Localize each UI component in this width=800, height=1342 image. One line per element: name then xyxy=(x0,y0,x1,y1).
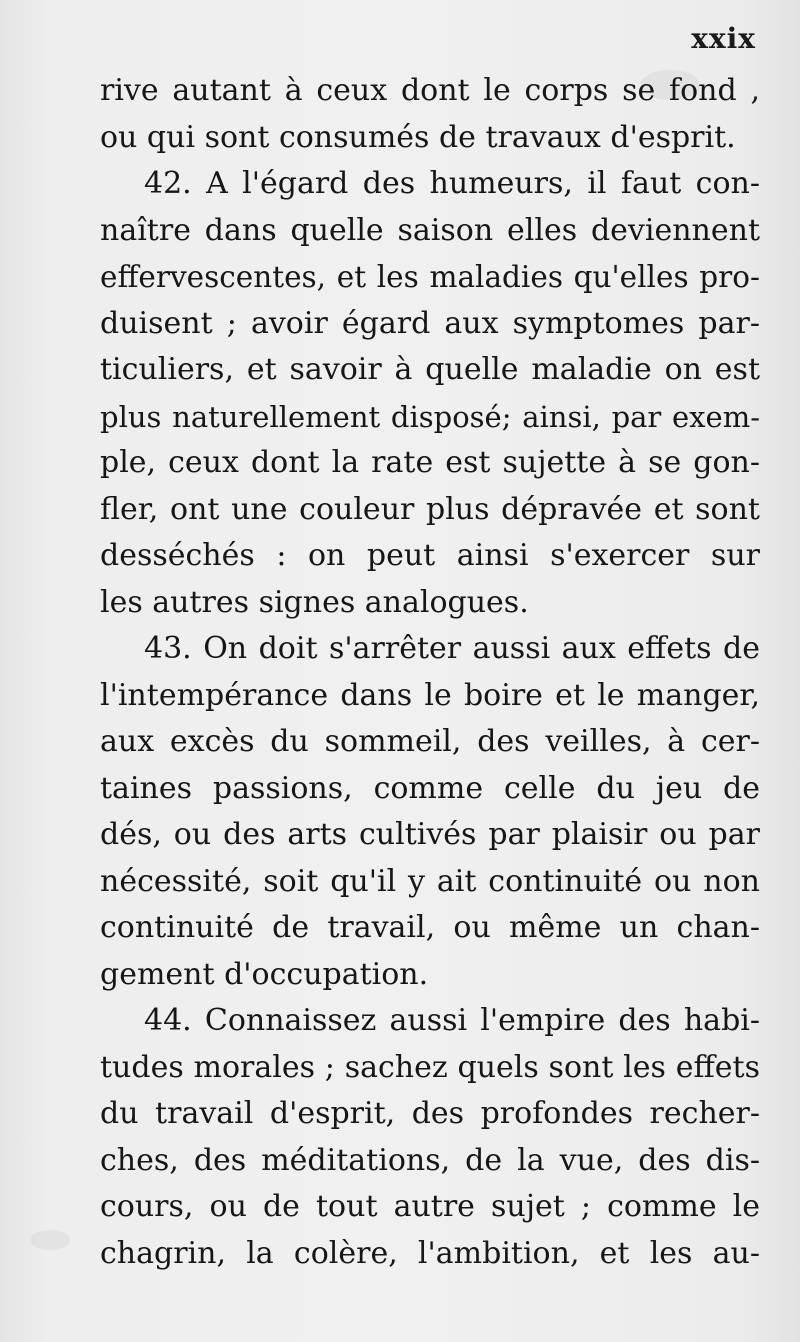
text-line: aux excès du sommeil, des veilles, à cer- xyxy=(100,724,760,759)
text-line: plus naturellement disposé; ainsi, par exem- xyxy=(100,399,760,434)
text-line: taines passions, comme celle du jeu de xyxy=(100,770,760,806)
text-line: ches, des méditations, de la vue, des dis- xyxy=(100,1142,760,1178)
text-line: ple, ceux dont la rate est sujette à se gon- xyxy=(100,445,760,480)
text-line: desséchés : on peut ainsi s'exercer sur xyxy=(100,538,760,573)
text-line: continuité de travail, ou même un chan- xyxy=(100,910,760,945)
paragraph-43-start: 43. On doit s'arrêter aussi aux effets de xyxy=(144,631,760,666)
paragraph-42-start: 42. A l'égard des humeurs, il faut con- xyxy=(144,166,760,201)
text-line: dés, ou des arts cultivés par plaisir ou par xyxy=(100,817,760,852)
text-line: du travail d'esprit, des profondes recher- xyxy=(100,1096,760,1131)
body-text xyxy=(100,68,760,1277)
text-line: naître dans quelle saison elles deviennent xyxy=(100,212,760,248)
text-line: nécessité, soit qu'il y ait continuité ou non xyxy=(100,863,760,899)
paragraph-44-start: 44. Connaissez aussi l'empire des habi- xyxy=(144,1003,760,1038)
text-line: duisent ; avoir égard aux symptomes par- xyxy=(100,305,760,341)
text-line: fler, ont une couleur plus dépravée et sont xyxy=(100,491,760,527)
text-line: les autres signes analogues. xyxy=(100,584,529,620)
text-line: chagrin, la colère, l'ambition, et les au- xyxy=(100,1235,760,1271)
text-line: ticuliers, et savoir à quelle maladie on est xyxy=(100,352,760,387)
text-line: gement d'occupation. xyxy=(100,956,429,992)
page-number: xxix xyxy=(691,22,756,55)
text-line: effervescentes, et les maladies qu'elles pro- xyxy=(100,260,760,294)
text-line: ou qui sont consumés de travaux d'esprit. xyxy=(100,119,736,155)
text-line: rive autant à ceux dont le corps se fond , xyxy=(100,73,760,108)
paper-stain xyxy=(30,1230,70,1250)
text-line: l'intempérance dans le boire et le manger, xyxy=(100,677,760,713)
text-line: cours, ou de tout autre sujet ; comme le xyxy=(100,1189,760,1224)
text-line: tudes morales ; sachez quels sont les effets xyxy=(100,1049,760,1085)
